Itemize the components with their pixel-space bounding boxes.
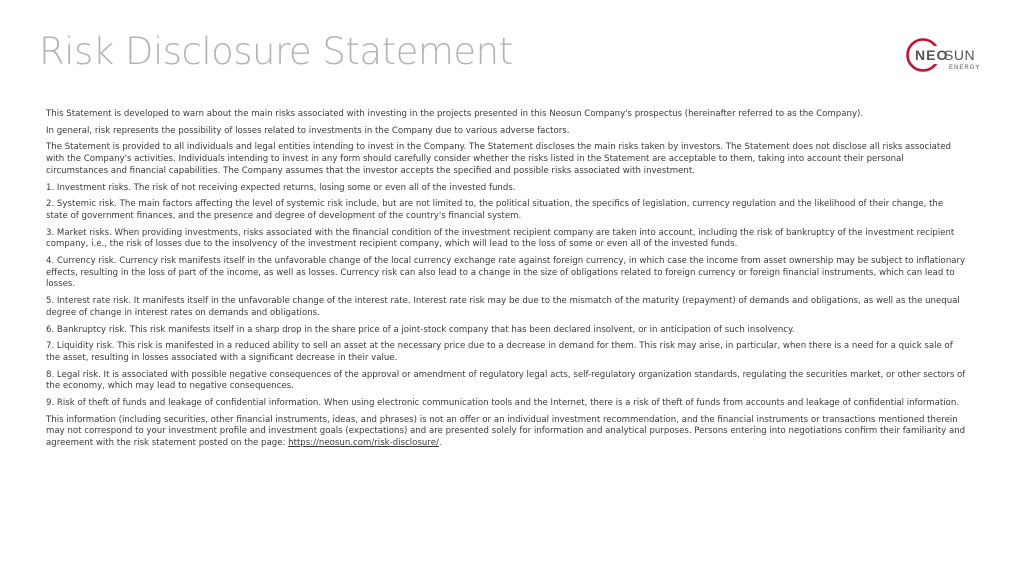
closing-end: .	[438, 438, 442, 449]
neosun-logo	[903, 37, 981, 79]
page-title: Risk Disclosure Statement	[39, 30, 513, 73]
logo-tagline: ENERGY	[949, 65, 981, 71]
closing-paragraph	[46, 415, 966, 450]
intro-paragraph: This Statement is developed to warn about the main risks associated with investing in the projects presented in this Neosun Company's prospectus (hereinafter referred to as the Company).	[46, 109, 864, 119]
intro-paragraph: The Statement is provided to all individuals and legal entities intending to invest in the Company. The Statement discloses the main risks taken by investors. The Statement does not disclose all risks associated with the Company's activities. Individuals intending to invest in any form should carefully consider whether the risks listed in the Statement are acceptable to them, taking into account their personal circumstances and financial capabilities. The Company assumes that the investor accepts the specified and possible risks associated with investment.	[46, 142, 951, 176]
logo-brand-bold: NEO	[915, 47, 949, 63]
risk-item-legal: 8. Legal risk. It is associated with possible negative consequences of the approval or amendment of regulatory legal acts, self-regulatory organization standards, regulating the securities market, or other sectors of the economy, which may lead to negative consequences.	[46, 369, 966, 392]
risk-item-market: 3. Market risks. When providing investments, risks associated with the financial condition of the investment recipient company are taken into account, including the risk of bankruptcy of the investment recipient company, i.e., the risk of losses due to the insolvency of the investment recipient company, which will lead to the loss of some or even all of the invested funds.	[46, 227, 955, 250]
risk-item-bankruptcy: 6. Bankruptcy risk. This risk manifests itself in a sharp drop in the share price of a joint-stock company that has been declared insolvent, or in anticipation of such insolvency.	[46, 324, 795, 335]
risk-item-systemic: 2. Systemic risk. The main factors affecting the level of systemic risk include, but are not limited to, the political situation, the specifics of legislation, currency regulation and the likelihood of their change, the state of government finances, and the presence and degree of development of the country's financial system.	[46, 199, 944, 221]
closing-text: This information (including securities, other financial instruments, ideas, and phrases) is not an offer or an individual investment recommendation, and the financial instruments or transactions mentioned therein may not correspond to your investment profile and investment goals (expectations) and are presented solely for information and analytical purposes. Persons entering into negotiations confirm their familiarity and agreement with the risk statement posted on the page:	[46, 414, 966, 449]
statement-body	[46, 109, 966, 455]
risk-item-liquidity: 7. Liquidity risk. This risk is manifested in a reduced ability to sell an asset at the necessary price due to a decrease in demand for them. This risk may arise, in particular, when there is a need for a quick sale of the asset, resulting in losses associated with a significant decrease in their value.	[46, 341, 953, 363]
risk-item-investment: 1. Investment risks. The risk of not receiving expected returns, losing some or even all of the invested funds.	[46, 182, 516, 193]
intro-paragraph: In general, risk represents the possibility of losses related to investments in the Company due to various adverse factors.	[46, 125, 570, 136]
risk-item-interest-rate: 5. Interest rate risk. It manifests itself in the unfavorable change of the interest rate. Interest rate risk may be due to the mismatch of the maturity (repayment) of demands and obligations, as well as the unequal degree of change in interest rates on demands and obligations.	[46, 296, 960, 318]
risk-disclosure-link[interactable]: https://neosun.com/risk-disclosure/	[288, 438, 439, 449]
risk-item-currency: 4. Currency risk. Currency risk manifests itself in the unfavorable change of the local currency exchange rate against foreign currency, in which case the income from asset ownership may be subject to inflationary effects, resulting in the loss of part of the income, as well as losses. Currency risk can also lead to a change in the size of obligations related to foreign currency or foreign financial instruments, which can lead to losses.	[46, 256, 966, 290]
logo-brand-light: SUN	[944, 47, 976, 63]
risk-item-theft: 9. Risk of theft of funds and leakage of confidential information. When using electronic communication tools and the Internet, there is a risk of theft of funds from accounts and leakage of confidential information.	[46, 398, 960, 409]
